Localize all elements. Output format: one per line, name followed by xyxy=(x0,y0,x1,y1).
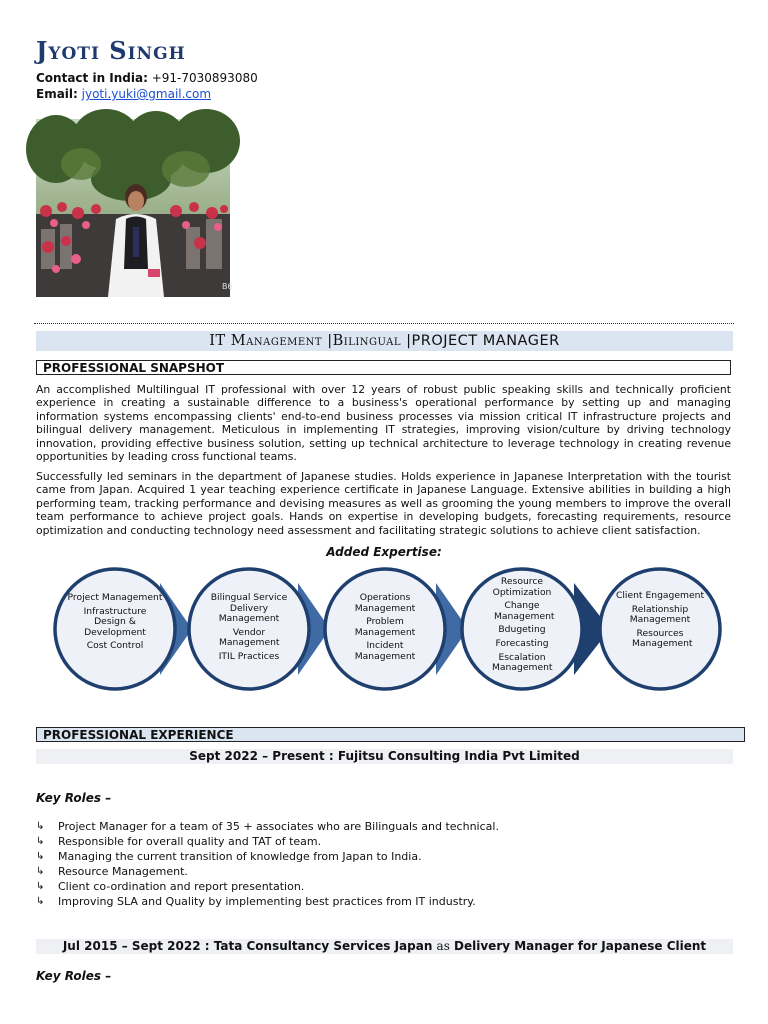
list-item xyxy=(36,864,499,879)
list-item xyxy=(36,819,499,834)
list-item xyxy=(36,849,499,864)
arrow-return-icon: ↳ xyxy=(36,896,45,907)
phone-number: +91-7030893080 xyxy=(147,71,258,85)
expertise-diagram xyxy=(44,565,734,693)
role-text: Resource Management. xyxy=(58,865,188,878)
arrow-return-icon: ↳ xyxy=(36,836,45,847)
expertise-circle-3-text xyxy=(335,593,435,663)
section-divider xyxy=(34,323,734,324)
key-roles-list xyxy=(36,819,499,909)
contact-phone-line xyxy=(36,71,258,86)
expertise-item: Escalation Management xyxy=(492,651,553,674)
expertise-item: Bdugeting xyxy=(498,624,546,636)
list-item xyxy=(36,834,499,849)
arrow-return-icon: ↳ xyxy=(36,881,45,892)
role-text: Project Manager for a team of 35 + associates who are Bilinguals and technical. xyxy=(58,820,499,833)
email-link[interactable]: jyoti.yuki@gmail.com xyxy=(81,87,212,101)
expertise-item: Relationship Management xyxy=(629,603,691,626)
role-text: Responsible for overall quality and TAT of team. xyxy=(58,835,322,848)
candidate-name: Jyoti Singh xyxy=(36,36,186,65)
expertise-circle-5-text xyxy=(610,591,710,650)
headline-part-bilingual: Bilingual xyxy=(332,333,402,349)
list-item xyxy=(36,879,499,894)
job-tcs-part-b: Delivery Manager for Japanese Client xyxy=(449,939,707,953)
role-text: Managing the current transition of knowledge from Japan to India. xyxy=(58,850,422,863)
role-text: Improving SLA and Quality by implementing best practices from IT industry. xyxy=(58,895,476,908)
svg-text:B6: B6 xyxy=(222,282,233,291)
expertise-item: Bilingual Service Delivery Management xyxy=(210,592,288,625)
expertise-item: Forecasting xyxy=(495,637,549,649)
headline-bar xyxy=(36,331,733,351)
arrow-return-icon: ↳ xyxy=(36,851,45,862)
job-title-fujitsu: Sept 2022 – Present : Fujitsu Consulting India Pvt Limited xyxy=(36,749,733,764)
expertise-item: Change Management xyxy=(494,600,555,622)
expertise-item: Resource Optimization xyxy=(492,576,552,598)
expertise-circle-1-text xyxy=(65,593,165,652)
expertise-item: Operations Management xyxy=(354,592,416,614)
expertise-item: ITIL Practices xyxy=(218,650,280,662)
profile-photo xyxy=(36,119,233,297)
expertise-circle-2-text xyxy=(199,593,299,663)
key-roles-label-2: Key Roles – xyxy=(36,969,112,983)
contact-email-line xyxy=(36,87,211,102)
section-heading-snapshot: PROFESSIONAL SNAPSHOT xyxy=(36,360,731,375)
expertise-item: Incident Management xyxy=(354,640,416,662)
arrow-return-icon: ↳ xyxy=(36,866,45,877)
section-heading-experience: PROFESSIONAL EXPERIENCE xyxy=(36,727,745,742)
expertise-circle-4-text xyxy=(472,577,572,674)
expertise-item: Resources Management xyxy=(632,627,693,650)
list-item xyxy=(36,894,499,909)
expertise-item: Infrastructure Design & Development xyxy=(83,605,147,638)
snapshot-paragraph-2: Successfully led seminars in the department of Japanese studies. Holds experience in Japanese Interpretation with the tourist came from Japan. Acquired 1 year teaching experience certificate in Japanese Language. Extensive abilities in building a high performing team, tracking performance and devising measures as well as grooming the young members to improve the overall team performance to achieve project goals. Hands on expertise in developing budgets, forecasting requirements, resource optimization and conducting technology need assessment and facilitating strategic solutions to achieve client satisfaction. xyxy=(36,470,731,537)
expertise-item: Client Engagement xyxy=(615,590,705,601)
arrow-return-icon: ↳ xyxy=(36,821,45,832)
expertise-title: Added Expertise: xyxy=(326,545,442,559)
headline-part-project-manager: PROJECT MANAGER xyxy=(411,333,560,349)
expertise-item: Cost Control xyxy=(86,640,144,652)
expertise-item: Vendor Management xyxy=(219,626,280,649)
headline-part-it-management: IT Management xyxy=(209,333,323,349)
job-tcs-as: as xyxy=(436,939,450,953)
expertise-item: Project Management xyxy=(67,592,163,603)
headline-separator: | xyxy=(327,333,333,349)
role-text: Client co-ordination and report presentation. xyxy=(58,880,305,893)
snapshot-paragraph-1: An accomplished Multilingual IT professional with over 12 years of robust public speaking skills and technically proficient experience in creating a sustainable difference to a business's operational performance by setting up and managing information systems encompassing clients' end-to-end business processes via mission critical IT infrastructure projects and bilingual delivery management. Meticulous in implementing IT strategies, improving vision/culture by driving technology innovation, providing effective business solution, setting up technical architecture to leverage technology in creating revenue opportunities by leading cross functional teams. xyxy=(36,383,731,464)
expertise-item: Problem Management xyxy=(354,616,416,638)
phone-label: Contact in India: xyxy=(36,71,148,85)
job-tcs-part-a: Jul 2015 – Sept 2022 : Tata Consultancy Services Japan xyxy=(62,939,437,953)
email-label: Email: xyxy=(36,87,78,101)
headline-separator: | xyxy=(406,333,412,349)
job-title-tcs xyxy=(36,939,733,954)
key-roles-label: Key Roles – xyxy=(36,791,112,805)
